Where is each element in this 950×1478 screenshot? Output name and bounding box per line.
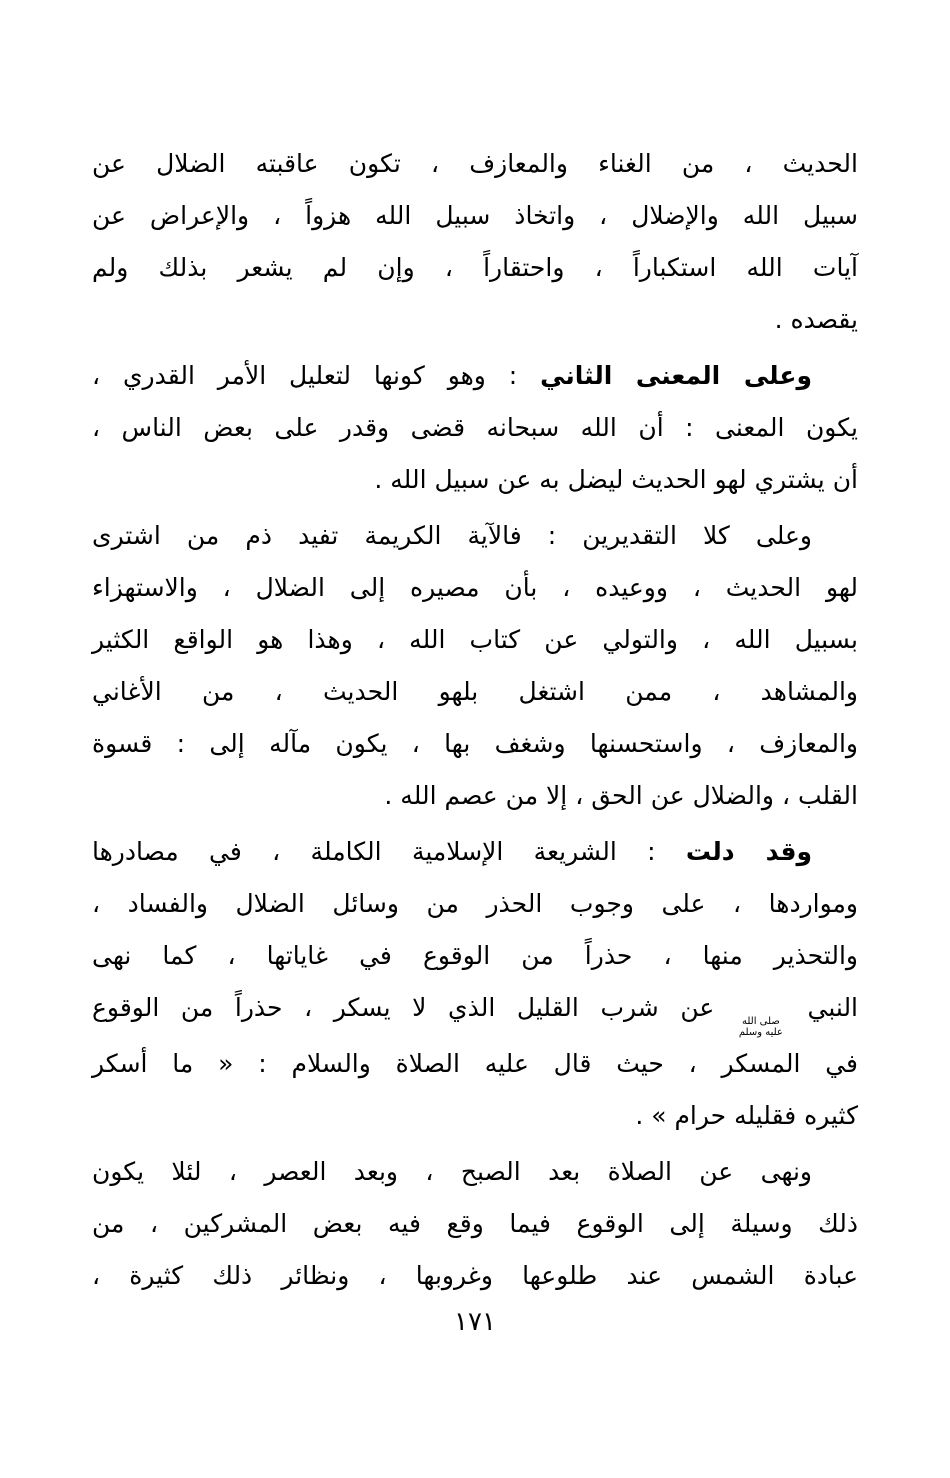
text-line: والتحذير منها ، حذراً من الوقوع في غاياتها ، كما نهى <box>92 941 858 970</box>
text-line: الحديث ، من الغناء والمعازف ، تكون عاقبته الضلال عن <box>92 149 858 178</box>
paragraph <box>92 510 858 822</box>
paragraph <box>92 350 858 506</box>
text-line: ونهى عن الصلاة بعد الصبح ، وبعد العصر ، لئلا يكون <box>92 1157 812 1186</box>
paragraph <box>92 138 858 346</box>
line-text: : الشريعة الإسلامية الكاملة ، في مصادرها <box>92 837 686 866</box>
line-text: : وهو كونها لتعليل الأمر القدري ، <box>92 361 541 390</box>
text-line <box>92 982 858 1038</box>
text-line: في المسكر ، حيث قال عليه الصلاة والسلام : « ما أسكر <box>92 1049 858 1078</box>
text-line: ذلك وسيلة إلى الوقوع فيما وقع فيه بعض المشركين ، من <box>92 1209 858 1238</box>
page-number: ١٧١ <box>454 1307 496 1337</box>
text-line: يقصده . <box>774 305 858 334</box>
bold-lead: وقد دلت <box>685 837 812 866</box>
bold-lead: وعلى المعنى الثاني <box>540 361 813 390</box>
prophet-honorific-ligature <box>739 1016 783 1038</box>
text-line <box>92 826 858 878</box>
honorific-top: صلى الله <box>742 1016 780 1027</box>
text-line: والمعازف ، واستحسنها وشغف بها ، يكون مآله إلى : قسوة <box>92 729 858 758</box>
line-text: النبي <box>807 993 859 1022</box>
honorific-bottom: عليه وسلم <box>738 1027 783 1038</box>
text-line: أن يشتري لهو الحديث ليضل به عن سبيل الله . <box>374 465 858 494</box>
text-line: يكون المعنى : أن الله سبحانه قضى وقدر على بعض الناس ، <box>92 413 858 442</box>
text-line: وعلى كلا التقديرين : فالآية الكريمة تفيد ذم من اشترى <box>92 521 812 550</box>
text-line: كثيره فقليله حرام » . <box>635 1101 858 1130</box>
text-line: بسبيل الله ، والتولي عن كتاب الله ، وهذا هو الواقع الكثير <box>92 625 858 654</box>
text-line: القلب ، والضلال عن الحق ، إلا من عصم الله . <box>384 781 858 810</box>
text-line: لهو الحديث ، ووعيده ، بأن مصيره إلى الضلال ، والاستهزاء <box>92 573 858 602</box>
text-line: والمشاهد ، ممن اشتغل بلهو الحديث ، من الأغاني <box>92 677 858 706</box>
text-line: آيات الله استكباراً ، واحتقاراً ، وإن لم يشعر بذلك ولم <box>92 253 858 282</box>
line-text: عن شرب القليل الذي لا يسكر ، حذراً من الوقوع <box>92 993 715 1022</box>
text-line <box>92 350 858 402</box>
text-line: ومواردها ، على وجوب الحذر من وسائل الضلال والفساد ، <box>92 889 858 918</box>
paragraph <box>92 1146 858 1302</box>
text-line: عبادة الشمس عند طلوعها وغروبها ، ونظائر ذلك كثيرة ، <box>92 1261 858 1290</box>
text-line: سبيل الله والإضلال ، واتخاذ سبيل الله هزواً ، والإعراض عن <box>92 201 858 230</box>
paragraph <box>92 826 858 1142</box>
text-block <box>92 138 858 1302</box>
